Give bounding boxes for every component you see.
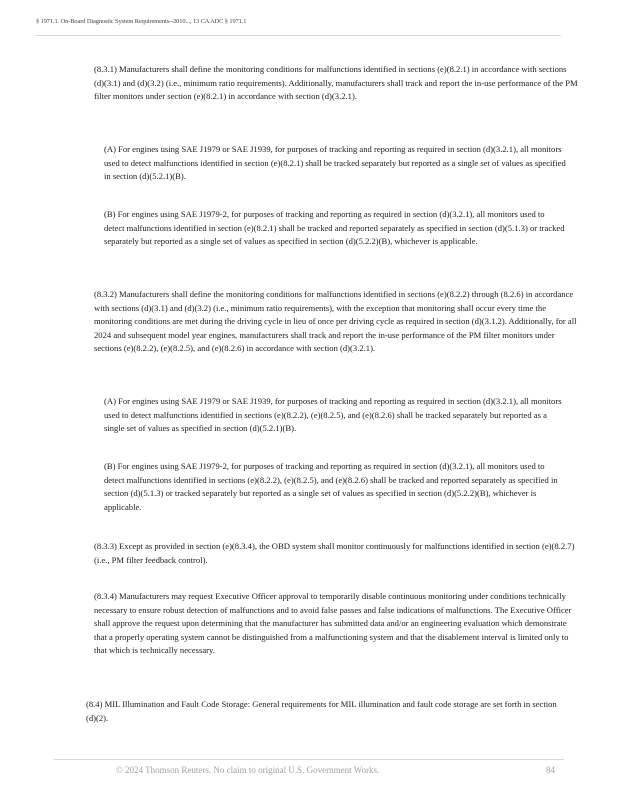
paragraph-8-4: (8.4) MIL Illumination and Fault Code Storage: General requirements for MIL illumination and fault code storage are set forth in section (d)(2). xyxy=(86,699,557,723)
paragraph-8-3-2-a: (A) For engines using SAE J1979 or SAE J1939, for purposes of tracking and reporting as required in section (d)(3.2.1), all monitors used to detect malfunctions identified in sections (e)(8.2.2), (e)(8.2.5), and (e)(8.2.6) shall be tracked separately but reported as a single set of values as specified in section (d)(5.2.1)(B). xyxy=(104,396,562,434)
paragraph-8-3-2-b: (B) For engines using SAE J1979-2, for purposes of tracking and reporting as required in section (d)(3.2.1), all monitors used to detect malfunctions identified in sections (e)(8.2.2), (e)(8.2.5), and (e)(8.2.6) shall be tracked and reported separately as specified in section (d)(5.1.3) or tracked separately but reported as a single set of values as specified in section (d)(5.2.2)(B), whichever is applicable. xyxy=(104,461,558,512)
header-divider xyxy=(36,35,561,36)
page-number: 84 xyxy=(546,765,555,775)
paragraph-8-3-4: (8.3.4) Manufacturers may request Executive Officer approval to temporarily disable continuous monitoring under conditions technically necessary to ensure robust detection of malfunctions and to avoid false passes and false indications of malfunctions. The Executive Officer shall approve the request upon determining that the manufacturer has submitted data and/or an engineering evaluation which demonstrate that a properly operating system cannot be distinguished from a malfunctioning system and that the disablement interval is limited only to that which is technically necessary. xyxy=(94,591,572,656)
running-header: § 1971.1. On-Board Diagnostic System Requirements--2010..., 13 CA ADC § 1971.1 xyxy=(36,18,247,25)
paragraph-8-3-1-a: (A) For engines using SAE J1979 or SAE J1939, for purposes of tracking and reporting as required in section (d)(3.2.1), all monitors used to detect malfunctions identified in section (e)(8.2.1) shall be tracked separately but reported as a single set of values as specified in section (d)(5.2.1)(B). xyxy=(104,144,566,182)
paragraph-8-3-1-b: (B) For engines using SAE J1979-2, for purposes of tracking and reporting as required in section (d)(3.2.1), all monitors used to detect malfunctions identified in section (e)(8.2.1) shall be tracked and reported separately as specified in section (d)(5.1.3) or tracked separately but reported as a single set of values as specified in section (d)(5.2.2)(B), whichever is applicable. xyxy=(104,209,565,247)
paragraph-8-3-2: (8.3.2) Manufacturers shall define the monitoring conditions for malfunctions identified in sections (e)(8.2.2) through (8.2.6) in accordance with sections (d)(3.1) and (d)(3.2) (i.e., minimum ratio requirements), with the exception that monitoring shall occur every time the monitoring conditions are met during the driving cycle in lieu of once per driving cycle as required in section (d)(3.1.2). Additionally, for all 2024 and subsequent model year engines, manufacturers shall track and report the in-use performance of the PM filter monitors under sections (e)(8.2.2), (e)(8.2.5), and (e)(8.2.6) in accordance with section (d)(3.2.1). xyxy=(94,289,577,354)
footer-divider xyxy=(54,759,564,760)
paragraph-8-3-3: (8.3.3) Except as provided in section (e)(8.3.4), the OBD system shall monitor continuously for malfunctions identified in section (e)(8.2.7) (i.e., PM filter feedback control). xyxy=(94,541,575,565)
copyright-notice: © 2024 Thomson Reuters. No claim to original U.S. Government Works. xyxy=(116,765,380,775)
paragraph-8-3-1: (8.3.1) Manufacturers shall define the monitoring conditions for malfunctions identified in sections (e)(8.2.1) in accordance with sections (d)(3.1) and (d)(3.2) (i.e., minimum ratio requirements). Additionally, manufacturers shall track and report the in-use performance of the PM filter monitors under section (e)(8.2.1) in accordance with section (d)(3.2.1). xyxy=(94,64,578,102)
